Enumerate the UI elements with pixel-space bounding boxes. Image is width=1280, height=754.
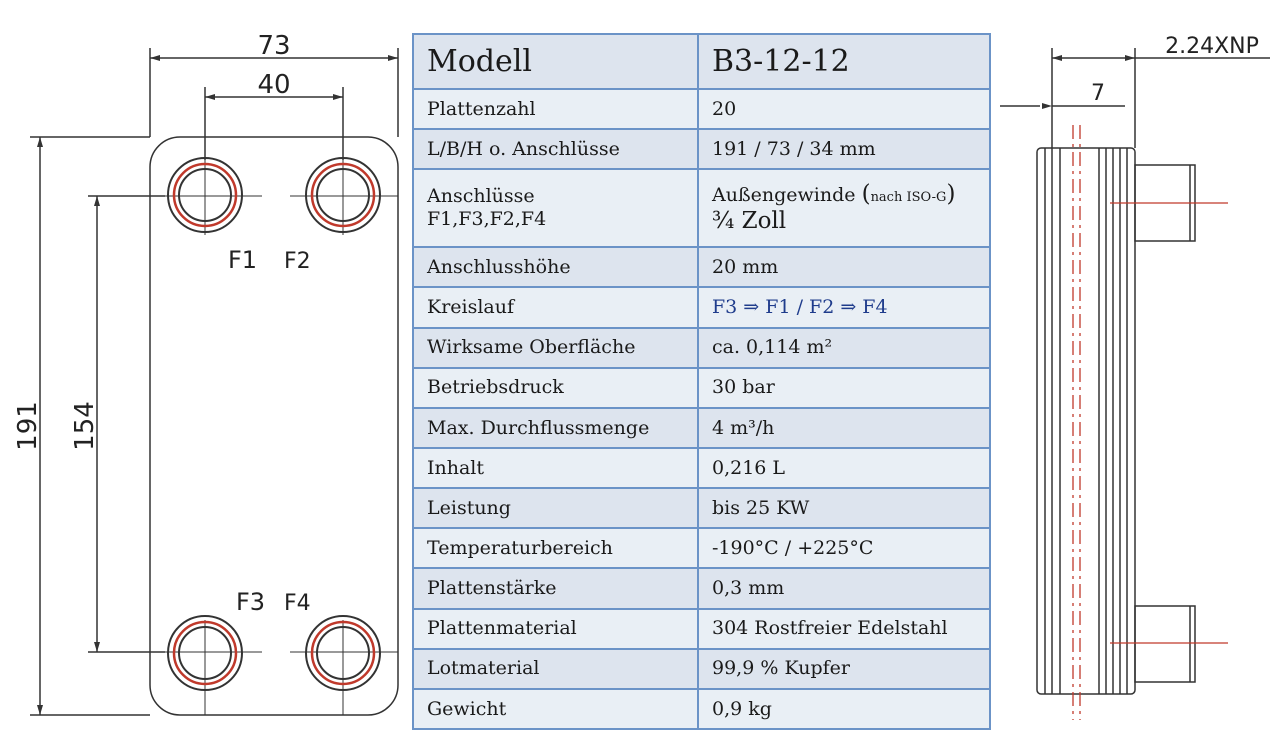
row-label: L/B/H o. Anschlüsse [413, 129, 698, 169]
nozzle-bottom [1135, 606, 1195, 682]
row-label-line2: F1,F3,F2,F4 [427, 208, 547, 231]
table-row [413, 528, 990, 568]
dim-offset-label: 7 [1091, 81, 1105, 106]
row-value [698, 169, 990, 247]
row-label: Lotmaterial [413, 649, 698, 689]
spec-table [412, 33, 991, 730]
row-value: 20 mm [698, 247, 990, 287]
side-view-drawing [995, 0, 1280, 754]
dim-width-label: 73 [257, 31, 291, 61]
row-value: 304 Rostfreier Edelstahl [698, 609, 990, 649]
thread-standard-note: nach ISO-G [870, 189, 947, 205]
port-label-f3: F3 [236, 588, 266, 616]
header-value: B3-12-12 [698, 34, 990, 89]
row-label: Plattenmaterial [413, 609, 698, 649]
table-row [413, 368, 990, 408]
paren-open: ( [861, 180, 871, 207]
row-value: bis 25 KW [698, 488, 990, 528]
header-label: Modell [413, 34, 698, 89]
thread-type: Außengewinde [712, 183, 856, 206]
dim-port-vertical-label: 154 [70, 401, 100, 451]
table-row [413, 287, 990, 327]
table-row [413, 89, 990, 129]
table-row [413, 689, 990, 729]
table-row [413, 448, 990, 488]
port-label-f1: F1 [228, 246, 258, 274]
row-label: Plattenstärke [413, 568, 698, 608]
table-row [413, 169, 990, 247]
dim-thread-label: 2.24XNP [1165, 34, 1259, 59]
table-row [413, 649, 990, 689]
paren-close: ) [946, 180, 956, 207]
row-label: Plattenzahl [413, 89, 698, 129]
row-value: 0,3 mm [698, 568, 990, 608]
row-value: 30 bar [698, 368, 990, 408]
row-value: 4 m³/h [698, 408, 990, 448]
center-lines [1073, 125, 1228, 720]
table-row [413, 609, 990, 649]
row-value: -190°C / +225°C [698, 528, 990, 568]
row-label [413, 169, 698, 247]
row-label: Betriebsdruck [413, 368, 698, 408]
table-header-row [413, 34, 990, 89]
row-label: Leistung [413, 488, 698, 528]
row-value: 20 [698, 89, 990, 129]
port-label-f4: F4 [284, 591, 311, 616]
row-label: Kreislauf [413, 287, 698, 327]
dim-port-spacing-label: 40 [257, 70, 291, 100]
table-row [413, 328, 990, 368]
row-label: Max. Durchflussmenge [413, 408, 698, 448]
row-label-line1: Anschlüsse [427, 185, 535, 208]
dim-height-label: 191 [13, 401, 43, 451]
port-label-f2: F2 [284, 249, 311, 274]
row-value: 0,216 L [698, 448, 990, 488]
row-value: ca. 0,114 m² [698, 328, 990, 368]
front-view-drawing [0, 0, 410, 754]
thread-size: ¾ Zoll [712, 208, 787, 235]
table-row [413, 408, 990, 448]
row-label: Anschlusshöhe [413, 247, 698, 287]
row-label: Gewicht [413, 689, 698, 729]
table-row [413, 247, 990, 287]
row-label: Temperaturbereich [413, 528, 698, 568]
row-value: 0,9 kg [698, 689, 990, 729]
row-label: Inhalt [413, 448, 698, 488]
row-label: Wirksame Oberfläche [413, 328, 698, 368]
table-row [413, 488, 990, 528]
table-row [413, 129, 990, 169]
flow-circuit-value: F3 ⇒ F1 / F2 ⇒ F4 [698, 287, 990, 327]
row-value: 191 / 73 / 34 mm [698, 129, 990, 169]
row-value: 99,9 % Kupfer [698, 649, 990, 689]
table-row [413, 568, 990, 608]
